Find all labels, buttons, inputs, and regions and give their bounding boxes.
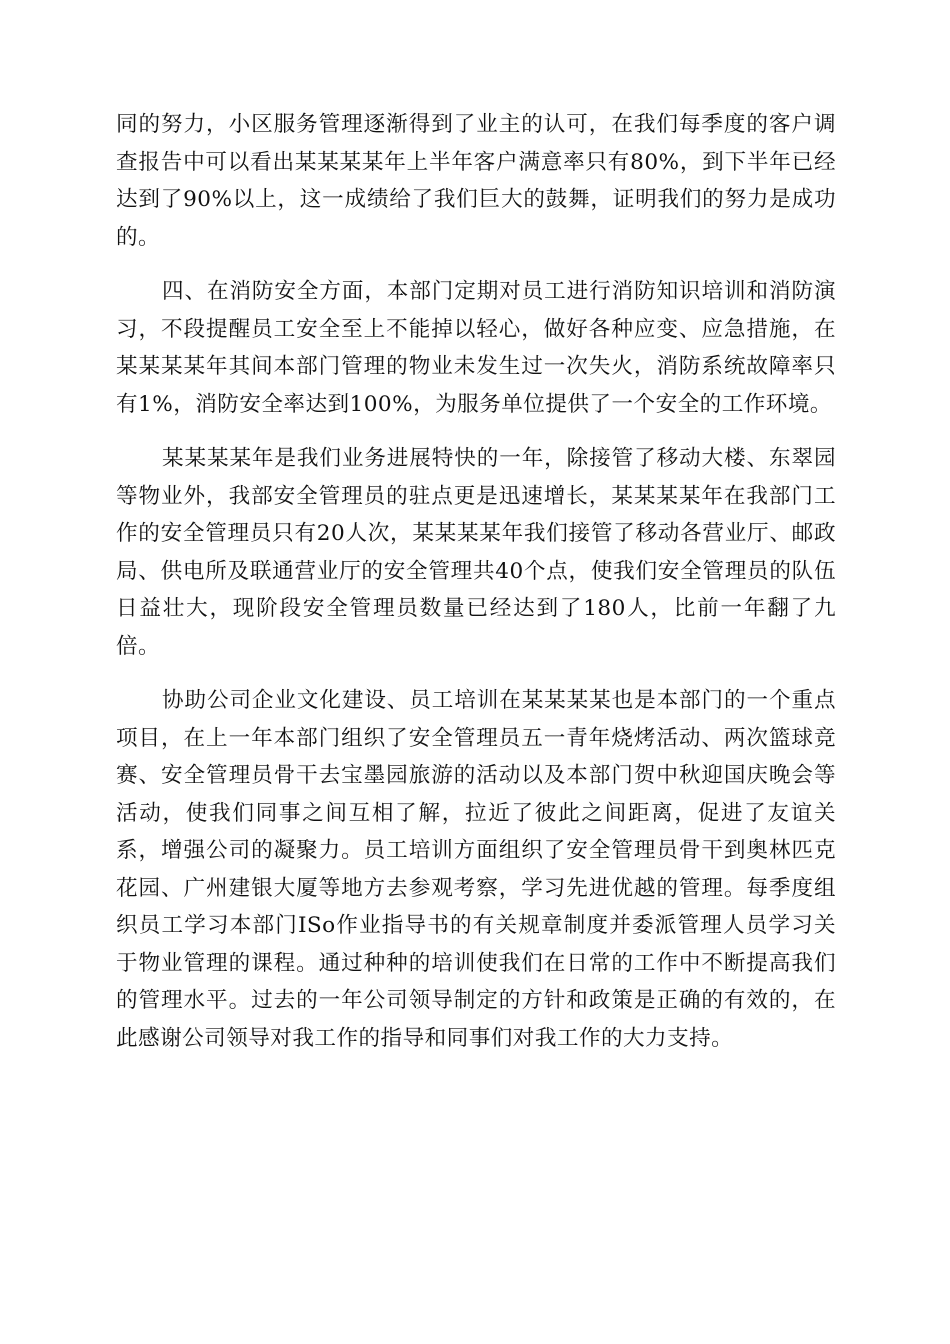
paragraph-culture-training: 协助公司企业文化建设、员工培训在某某某某也是本部门的一个重点项目，在上一年本部门组织了安全管理员五一青年烧烤活动、两次篮球竞赛、安全管理员骨干去宝墨园旅游的活动以及本部门贺中秋迎国庆晚会等活动，使我们同事之间互相了解，拉近了彼此之间距离，促进了友谊关系，增强公司的凝聚力。员工培训方面组织了安全管理员骨干到奥林匹克花园、广州建银大厦等地方去参观考察，学习先进优越的管理。每季度组织员工学习本部门ISo作业指导书的有关规章制度并委派管理人员学习关于物业管理的课程。通过种种的培训使我们在日常的工作中不断提高我们的管理水平。过去的一年公司领导制定的方针和政策是正确的有效的，在此感谢公司领导对我工作的指导和同事们对我工作的大力支持。 (116, 688, 836, 1051)
paragraph-continuation: 同的努力，小区服务管理逐渐得到了业主的认可，在我们每季度的客户调查报告中可以看出某某某某年上半年客户满意率只有80%，到下半年已经达到了90%以上，这一成绩给了我们巨大的鼓舞，证明我们的努力是成功的。 (116, 112, 836, 250)
paragraph-fire-safety: 四、在消防安全方面，本部门定期对员工进行消防知识培训和消防演习，不段提醒员工安全至上不能掉以轻心，做好各种应变、应急措施，在某某某某年其间本部门管理的物业未发生过一次失火，消防系统故障率只有1%，消防安全率达到100%，为服务单位提供了一个安全的工作环境。 (116, 279, 836, 417)
paragraph-business-growth: 某某某某年是我们业务进展特快的一年，除接管了移动大楼、东翠园等物业外，我部安全管理员的驻点更是迅速增长，某某某某年在我部门工作的安全管理员只有20人次，某某某某年我们接管了移动各营业厅、邮政局、供电所及联通营业厅的安全管理共40个点，使我们安全管理员的队伍日益壮大，现阶段安全管理员数量已经达到了180人，比前一年翻了九倍。 (116, 446, 836, 659)
document-body (116, 106, 836, 1074)
